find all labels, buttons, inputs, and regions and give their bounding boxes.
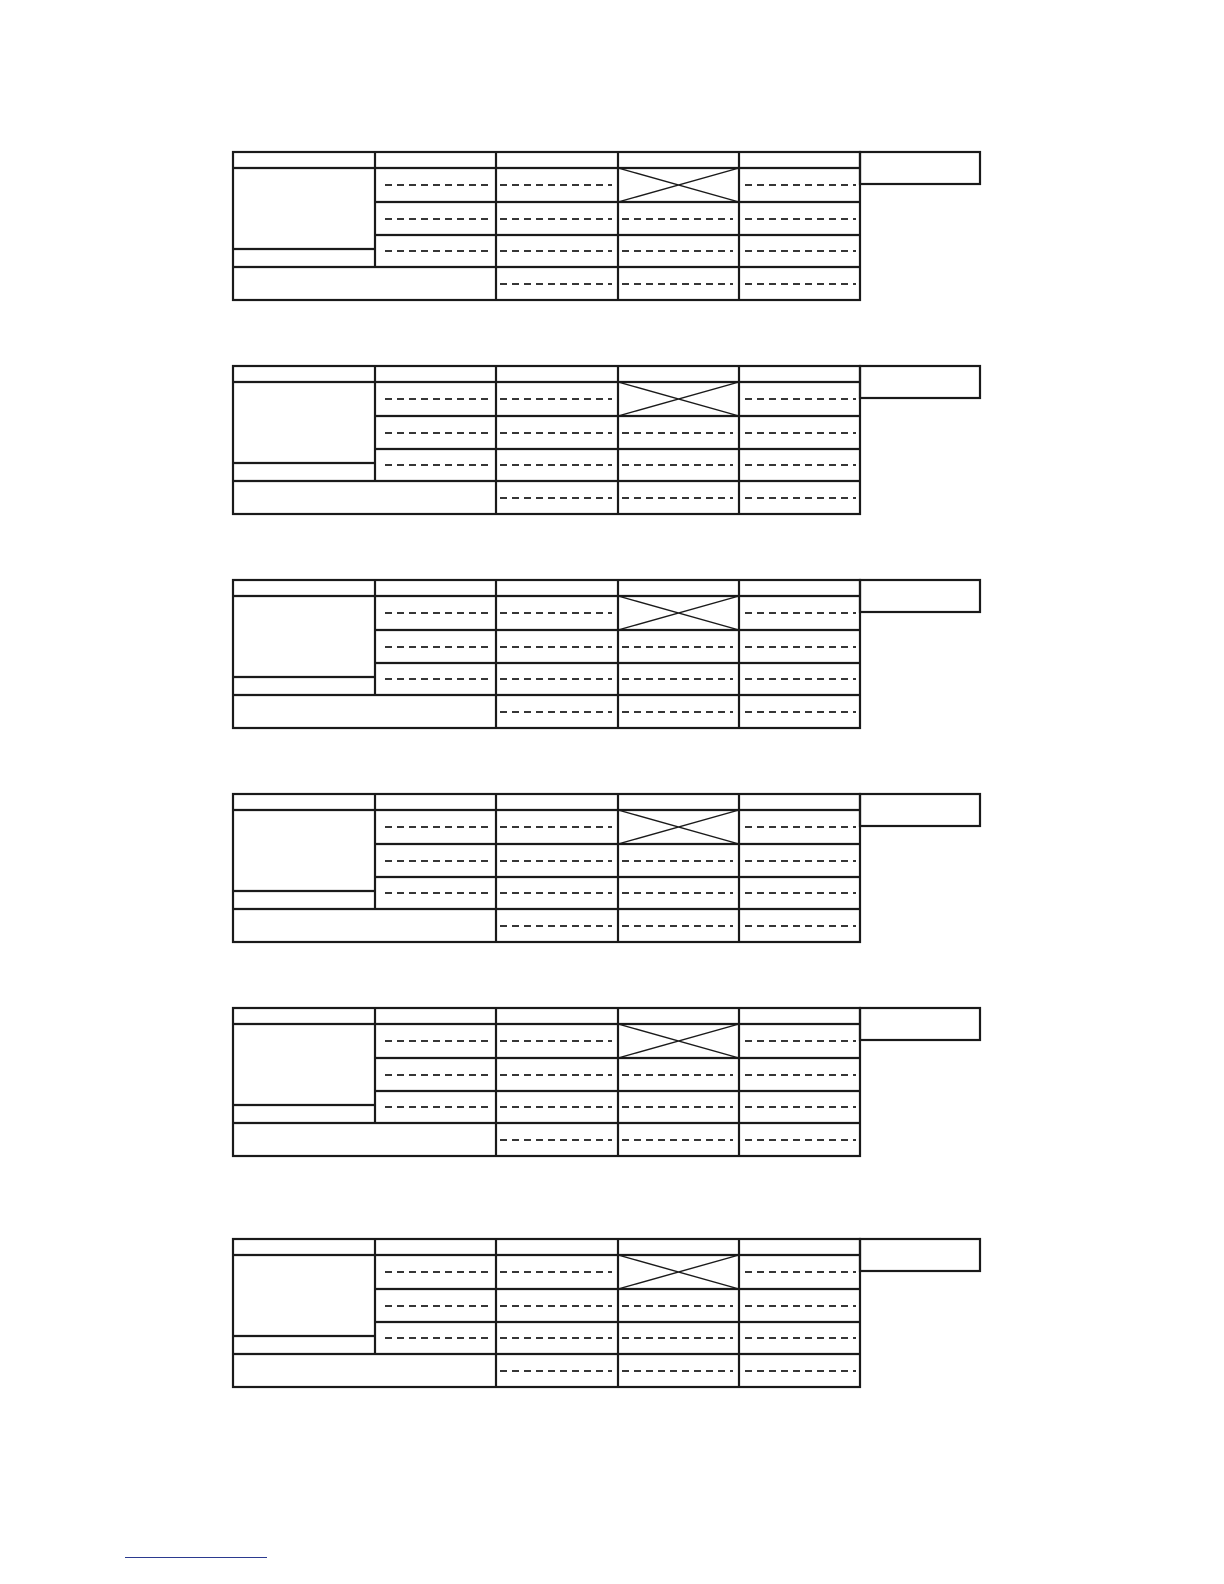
form-grid bbox=[233, 794, 980, 942]
form-frame bbox=[233, 1008, 860, 1156]
footer-rule bbox=[125, 1557, 267, 1558]
header-extension-box bbox=[860, 580, 980, 612]
form-grid bbox=[233, 580, 980, 728]
form-frame bbox=[233, 794, 860, 942]
form-grid bbox=[233, 152, 980, 300]
form-grid bbox=[233, 1239, 980, 1387]
header-extension-box bbox=[860, 794, 980, 826]
form-frame bbox=[233, 580, 860, 728]
form-frame bbox=[233, 366, 860, 514]
form-grid bbox=[233, 366, 980, 514]
form-grid bbox=[233, 1008, 980, 1156]
form-frame bbox=[233, 152, 860, 300]
form-frame bbox=[233, 1239, 860, 1387]
header-extension-box bbox=[860, 1008, 980, 1040]
header-extension-box bbox=[860, 366, 980, 398]
header-extension-box bbox=[860, 1239, 980, 1271]
header-extension-box bbox=[860, 152, 980, 184]
